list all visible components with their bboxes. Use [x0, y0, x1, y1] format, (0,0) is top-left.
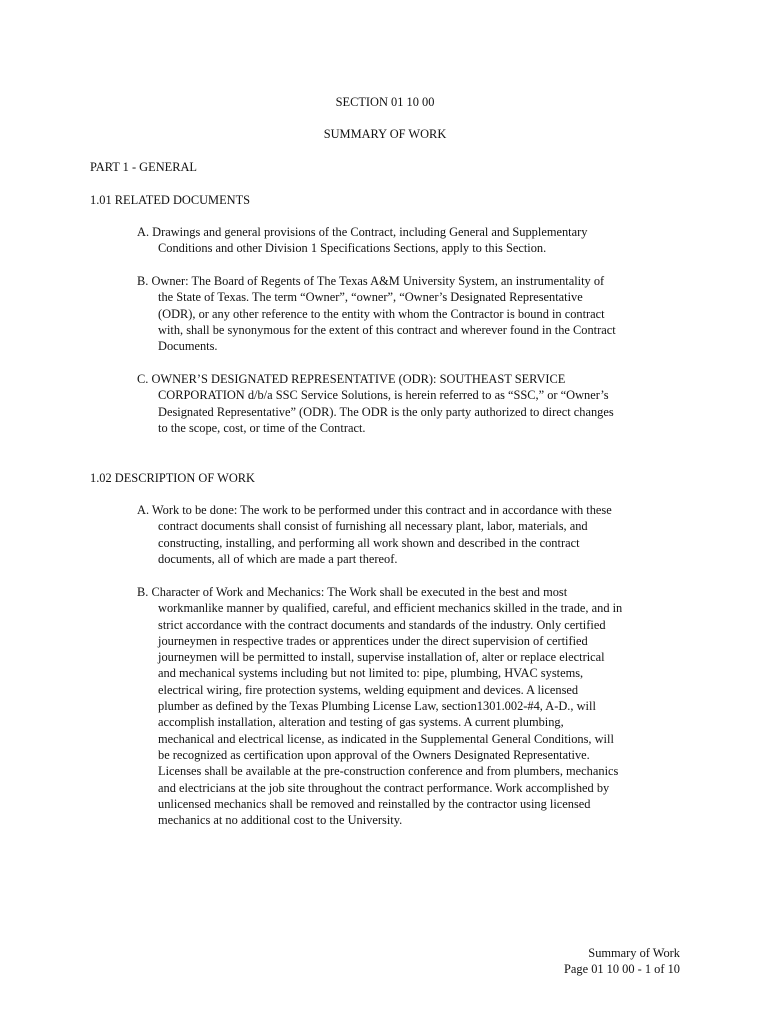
item-line: be recognized as certification upon approval of the Owners Designated Representative. [158, 747, 590, 762]
item-line: strict accordance with the contract documents and standards of the industry. Only certified [158, 617, 606, 632]
item-1-01-c [137, 371, 682, 436]
footer-page-number: Page 01 10 00 - 1 of 10 [564, 962, 680, 977]
item-line: C. OWNER’S DESIGNATED REPRESENTATIVE (ODR): SOUTHEAST SERVICE [137, 372, 566, 386]
item-line: Conditions and other Division 1 Specifications Sections, apply to this Section. [158, 241, 547, 256]
item-line: accomplish installation, alteration and testing of gas systems. A current plumbing, [158, 715, 564, 730]
item-line: with, shall be synonymous for the extent of this contract and wherever found in the Contract [158, 322, 616, 337]
item-line: B. Character of Work and Mechanics: The Work shall be executed in the best and most [137, 585, 568, 599]
item-line: electrical wiring, fire protection systems, welding equipment and devices. A licensed [158, 682, 579, 697]
section-1-02-heading: 1.02 DESCRIPTION OF WORK [90, 471, 255, 485]
item-line: plumber as defined by the Texas Plumbing License Law, section1301.002-#4, A-D., will [158, 699, 596, 714]
item-line: A. Drawings and general provisions of the Contract, including General and Supplementary [137, 225, 588, 239]
item-1-01-b [137, 273, 682, 354]
item-line: constructing, installing, and performing all work shown and described in the contract [158, 535, 580, 550]
item-line: unlicensed mechanics shall be removed and reinstalled by the contractor using licensed [158, 796, 591, 811]
item-line: journeymen will be permitted to install, supervise installation of, alter or replace electrical [158, 650, 605, 665]
item-line: A. Work to be done: The work to be performed under this contract and in accordance with these [137, 503, 612, 517]
item-line: journeymen in respective trades or apprentices under the direct supervision of certified [158, 633, 588, 648]
item-line: CORPORATION d/b/a SSC Service Solutions, is herein referred to as “SSC,” or “Owner’s [158, 388, 609, 403]
item-1-02-a [137, 502, 682, 567]
footer-title: Summary of Work [588, 946, 680, 960]
item-line: Licenses shall be available at the pre-construction conference and from plumbers, mechanics [158, 764, 619, 779]
item-line: the State of Texas. The term “Owner”, “owner”, “Owner’s Designated Representative [158, 290, 583, 305]
item-line: and electricians at the job site throughout the contract performance. Work accomplished by [158, 780, 610, 795]
section-1-01-heading: 1.01 RELATED DOCUMENTS [90, 193, 251, 207]
item-line: Documents. [158, 339, 218, 354]
item-1-02-b [137, 584, 682, 828]
item-line: to the scope, cost, or time of the Contract. [158, 420, 366, 435]
item-line: documents, all of which are made a part thereof. [158, 551, 398, 566]
item-1-01-a [137, 224, 682, 257]
item-line: B. Owner: The Board of Regents of The Texas A&M University System, an instrumentality of [137, 274, 605, 288]
document-title: SUMMARY OF WORK [323, 127, 447, 141]
part-heading: PART 1 - GENERAL [90, 160, 197, 174]
item-line: workmanlike manner by qualified, careful, and efficient mechanics skilled in the trade, and in [158, 601, 623, 616]
section-title: SECTION 01 10 00 [335, 95, 435, 109]
item-line: and mechanical systems including but not limited to: pipe, plumbing, HVAC systems, [158, 666, 584, 681]
page-footer [564, 945, 680, 978]
item-line: mechanical and electrical license, as indicated in the Supplemental General Conditions, will [158, 731, 614, 746]
item-line: contract documents shall consist of furnishing all necessary plant, labor, materials, and [158, 519, 588, 534]
item-line: Designated Representative” (ODR). The ODR is the only party authorized to direct changes [158, 404, 614, 419]
item-line: mechanics at no additional cost to the University. [158, 813, 403, 828]
item-line: (ODR), or any other reference to the entity with whom the Contractor is bound in contract [158, 306, 605, 321]
